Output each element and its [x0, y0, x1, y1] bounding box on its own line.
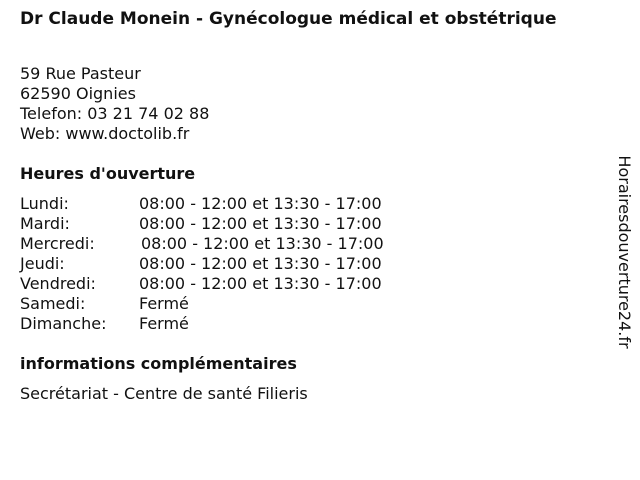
hours-value: Fermé [139, 294, 189, 313]
city-address: 62590 Oignies [20, 84, 136, 103]
day-label: Lundi: [20, 194, 69, 213]
site-watermark: Horairesdouverture24.fr [615, 155, 634, 349]
hours-table [20, 194, 384, 334]
day-label: Mardi: [20, 214, 70, 233]
info-heading: informations complémentaires [20, 354, 297, 373]
hours-row-tuesday [20, 214, 384, 234]
hours-value: 08:00 - 12:00 et 13:30 - 17:00 [141, 234, 384, 253]
hours-value: 08:00 - 12:00 et 13:30 - 17:00 [139, 274, 382, 293]
hours-row-friday [20, 274, 384, 294]
website: Web: www.doctolib.fr [20, 124, 190, 143]
hours-value: 08:00 - 12:00 et 13:30 - 17:00 [139, 214, 382, 233]
street-address: 59 Rue Pasteur [20, 64, 141, 83]
phone-number: Telefon: 03 21 74 02 88 [20, 104, 210, 123]
page-title: Dr Claude Monein - Gynécologue médical et obstétrique [20, 9, 557, 29]
hours-value: 08:00 - 12:00 et 13:30 - 17:00 [139, 194, 382, 213]
hours-row-thursday [20, 254, 384, 274]
day-label: Mercredi: [20, 234, 95, 253]
address-block [20, 64, 209, 144]
day-label: Vendredi: [20, 274, 96, 293]
hours-row-monday [20, 194, 384, 214]
hours-row-sunday [20, 314, 384, 334]
hours-value: Fermé [139, 314, 189, 333]
hours-row-wednesday [20, 234, 384, 254]
day-label: Jeudi: [20, 254, 65, 273]
hours-heading: Heures d'ouverture [20, 164, 196, 183]
day-label: Samedi: [20, 294, 86, 313]
hours-value: 08:00 - 12:00 et 13:30 - 17:00 [139, 254, 382, 273]
day-label: Dimanche: [20, 314, 107, 333]
hours-row-saturday [20, 294, 384, 314]
info-text: Secrétariat - Centre de santé Filieris [20, 384, 308, 403]
